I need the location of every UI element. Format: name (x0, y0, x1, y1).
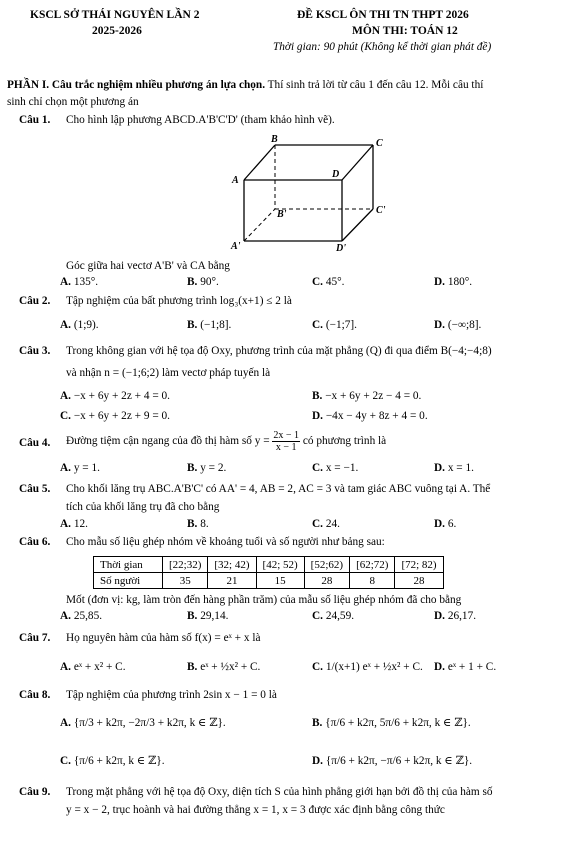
q4-option-a[interactable]: A. y = 1. (60, 462, 100, 474)
table-cell: [32; 42) (208, 557, 256, 573)
q4-option-b[interactable]: B. y = 2. (187, 462, 227, 474)
q1-option-d[interactable]: D. 180°. (434, 276, 473, 288)
header-right-line2: MÔN THI: TOÁN 12 (352, 25, 458, 37)
q6-option-b-text: 29,14. (200, 610, 229, 622)
q1-number: Câu 1. (19, 114, 51, 126)
table-header-row (94, 557, 444, 573)
q2-option-c-text: (−1;7]. (325, 319, 357, 331)
q3-option-a[interactable]: A. −x + 6y + 2z + 4 = 0. (60, 390, 170, 402)
cube-label-ap: A' (231, 241, 241, 252)
part-instr2: sinh chỉ chọn một phương án (7, 96, 139, 108)
q6-text: Cho mẫu số liệu ghép nhóm về khoảng tuổi và số người như bảng sau: (66, 536, 385, 548)
q4-text-a: Đường tiệm cận ngang của đồ thị hàm số y = (66, 435, 270, 448)
q4-fraction (272, 430, 300, 453)
q3-option-c-text: −x + 6y + 2z + 9 = 0. (73, 410, 170, 422)
q1-option-c[interactable]: C. 45°. (312, 276, 345, 288)
q3-text: Trong không gian với hệ tọa độ Oxy, phương trình của mặt phẳng (Q) đi qua điểm B(−4;−4;8) (66, 345, 492, 357)
q3-option-d-text: −4x − 4y + 8z + 4 = 0. (325, 410, 428, 422)
q1-option-d-text: 180°. (447, 276, 473, 288)
q6-option-c-text: 24,59. (325, 610, 355, 622)
q1-option-b[interactable]: B. 90°. (187, 276, 219, 288)
q3-option-a-text: −x + 6y + 2z + 4 = 0. (73, 390, 170, 402)
q4-text (66, 430, 386, 453)
q5-number: Câu 5. (19, 483, 51, 495)
table-cell: 8 (350, 573, 395, 589)
q3-option-c[interactable]: C. −x + 6y + 2z + 9 = 0. (60, 410, 170, 422)
q9-text: Trong mặt phẳng với hệ tọa độ Oxy, diện tích S của hình phẳng giới hạn bởi đồ thị của hàm số (66, 786, 493, 798)
table-cell: [52;62) (304, 557, 349, 573)
q4-fraction-den: x − 1 (275, 442, 297, 453)
q4-option-d[interactable]: D. x = 1. (434, 462, 474, 474)
table-cell: Số người (94, 573, 163, 589)
q5-option-c-text: 24. (325, 518, 340, 530)
table-cell: 35 (163, 573, 208, 589)
table-cell: [62;72) (350, 557, 395, 573)
part-instr1: Thí sinh trả lời từ câu 1 đến câu 12. Mỗi câu thí (265, 79, 484, 91)
part-instructions (7, 79, 483, 91)
q8-option-a[interactable]: A. {π/3 + k2π, −2π/3 + k2π, k ∈ ℤ}. (60, 717, 226, 729)
q6-option-d[interactable]: D. 26,17. (434, 610, 477, 622)
q1-option-a-text: 135°. (73, 276, 99, 288)
q6-option-b[interactable]: B. 29,14. (187, 610, 229, 622)
header-left-line2: 2025-2026 (92, 25, 142, 37)
q1-text: Cho hình lập phương ABCD.A'B'C'D' (tham khảo hình vẽ). (66, 114, 335, 126)
header-left-line1: KSCL SỞ THÁI NGUYÊN LẦN 2 (30, 9, 200, 21)
q2-option-d[interactable]: D. (−∞;8]. (434, 319, 482, 331)
q1-option-a[interactable]: A. 135°. (60, 276, 99, 288)
q5-option-b[interactable]: B. 8. (187, 518, 209, 530)
q4-text-b: có phương trình là (302, 435, 387, 448)
q4-fraction-num: 2x − 1 (273, 430, 300, 441)
q8-option-c[interactable]: C. {π/6 + k2π, k ∈ ℤ}. (60, 755, 165, 767)
q7-option-a[interactable]: A. eˣ + x² + C. (60, 661, 126, 673)
q5-option-a-text: 12. (73, 518, 88, 530)
q7-text: Họ nguyên hàm của hàm số f(x) = eˣ + x là (66, 632, 261, 644)
q4-option-c-text: x = −1. (325, 462, 359, 474)
cube-label-cp: C' (376, 205, 386, 216)
q7-option-d[interactable]: D. eˣ + 1 + C. (434, 661, 497, 673)
part-title: PHẦN I. Câu trắc nghiệm nhiều phương án lựa chọn. (7, 79, 266, 91)
table-cell: [72; 82) (395, 557, 443, 573)
table-cell: [42; 52) (256, 557, 304, 573)
q5-text: Cho khối lăng trụ ABC.A'B'C' có AA' = 4, AB = 2, AC = 3 và tam giác ABC vuông tại A. Thể (66, 483, 491, 495)
q9-text2: y = x − 2, trục hoành và hai đường thẳng x = 1, x = 3 được xác định bằng công thức (66, 804, 445, 816)
q2-option-a-text: (1;9). (73, 319, 99, 331)
q3-number: Câu 3. (19, 345, 51, 357)
q2-option-c[interactable]: C. (−1;7]. (312, 319, 357, 331)
q8-option-d[interactable]: D. {π/6 + k2π, −π/6 + k2π, k ∈ ℤ}. (312, 755, 473, 767)
q2-text: Tập nghiệm của bất phương trình log₃(x+1) ≤ 2 là (66, 295, 292, 307)
table-row (94, 573, 444, 589)
q2-option-a[interactable]: A. (1;9). (60, 319, 99, 331)
q7-option-d-text: eˣ + 1 + C. (447, 661, 497, 673)
table-cell: 21 (208, 573, 256, 589)
q7-option-c[interactable]: C. 1/(x+1) eˣ + ½x² + C. (312, 661, 423, 673)
q6-ask: Mốt (đơn vị: kg, làm tròn đến hàng phần trăm) của mẫu số liệu ghép nhóm đã cho bằng (66, 594, 462, 606)
q8-option-a-text: {π/3 + k2π, −2π/3 + k2π, k ∈ ℤ}. (73, 717, 226, 729)
q8-number: Câu 8. (19, 689, 51, 701)
q5-text2: tích của khối lăng trụ đã cho bằng (66, 501, 220, 513)
cube-label-a: A (232, 175, 239, 186)
q5-option-c[interactable]: C. 24. (312, 518, 340, 530)
table-cell: 15 (256, 573, 304, 589)
q1-option-c-text: 45°. (325, 276, 345, 288)
q3-option-b[interactable]: B. −x + 6y + 2z − 4 = 0. (312, 390, 422, 402)
q5-option-d[interactable]: D. 6. (434, 518, 457, 530)
q4-number: Câu 4. (19, 437, 51, 449)
q2-option-b[interactable]: B. (−1;8]. (187, 319, 232, 331)
q7-number: Câu 7. (19, 632, 51, 644)
q1-ask: Góc giữa hai vectơ A'B' và CA bằng (66, 260, 230, 272)
q2-number: Câu 2. (19, 295, 51, 307)
cube-label-dp: D' (336, 243, 346, 253)
q6-option-a[interactable]: A. 25,85. (60, 610, 103, 622)
q9-number: Câu 9. (19, 786, 51, 798)
q1-option-b-text: 90°. (200, 276, 219, 288)
cube-label-d: D (332, 169, 340, 180)
q6-number: Câu 6. (19, 536, 51, 548)
q3-text2: và nhận n = (−1;6;2) làm vectơ pháp tuyến là (66, 367, 271, 379)
q7-option-c-text: 1/(x+1) eˣ + ½x² + C. (325, 661, 423, 673)
q7-option-b-text: eˣ + ½x² + C. (200, 661, 261, 673)
q2-option-d-text: (−∞;8]. (447, 319, 482, 331)
q4-option-b-text: y = 2. (200, 462, 227, 474)
cube-label-c: C (376, 138, 383, 149)
q8-option-d-text: {π/6 + k2π, −π/6 + k2π, k ∈ ℤ}. (325, 755, 473, 767)
q7-option-a-text: eˣ + x² + C. (73, 661, 126, 673)
q2-option-b-text: (−1;8]. (200, 319, 232, 331)
q6-option-a-text: 25,85. (73, 610, 103, 622)
q4-option-a-text: y = 1. (73, 462, 100, 474)
q8-text: Tập nghiệm của phương trình 2sin x − 1 = 0 là (66, 689, 277, 701)
table-cell: Thời gian (94, 557, 163, 573)
table-cell: 28 (395, 573, 443, 589)
q6-option-c[interactable]: C. 24,59. (312, 610, 355, 622)
cube-figure (225, 133, 395, 253)
q4-option-d-text: x = 1. (447, 462, 474, 474)
q3-option-b-text: −x + 6y + 2z − 4 = 0. (325, 390, 422, 402)
q6-option-d-text: 26,17. (447, 610, 477, 622)
table-cell: [22;32) (163, 557, 208, 573)
frequency-table (93, 556, 444, 589)
header-right-line1: ĐỀ KSCL ÔN THI TN THPT 2026 (297, 9, 469, 21)
q8-option-b-text: {π/6 + k2π, 5π/6 + k2π, k ∈ ℤ}. (325, 717, 471, 729)
cube-label-b: B (271, 134, 278, 145)
q5-option-b-text: 8. (200, 518, 209, 530)
q3-option-d[interactable]: D. −4x − 4y + 8z + 4 = 0. (312, 410, 428, 422)
q8-option-c-text: {π/6 + k2π, k ∈ ℤ}. (73, 755, 165, 767)
table-cell: 28 (304, 573, 349, 589)
q7-option-b[interactable]: B. eˣ + ½x² + C. (187, 661, 261, 673)
header-right-line3: Thời gian: 90 phút (Không kể thời gian phát đề) (273, 41, 492, 53)
q5-option-d-text: 6. (447, 518, 457, 530)
cube-label-bp: B' (277, 209, 287, 220)
q5-option-a[interactable]: A. 12. (60, 518, 88, 530)
q8-option-b[interactable]: B. {π/6 + k2π, 5π/6 + k2π, k ∈ ℤ}. (312, 717, 471, 729)
q4-option-c[interactable]: C. x = −1. (312, 462, 359, 474)
